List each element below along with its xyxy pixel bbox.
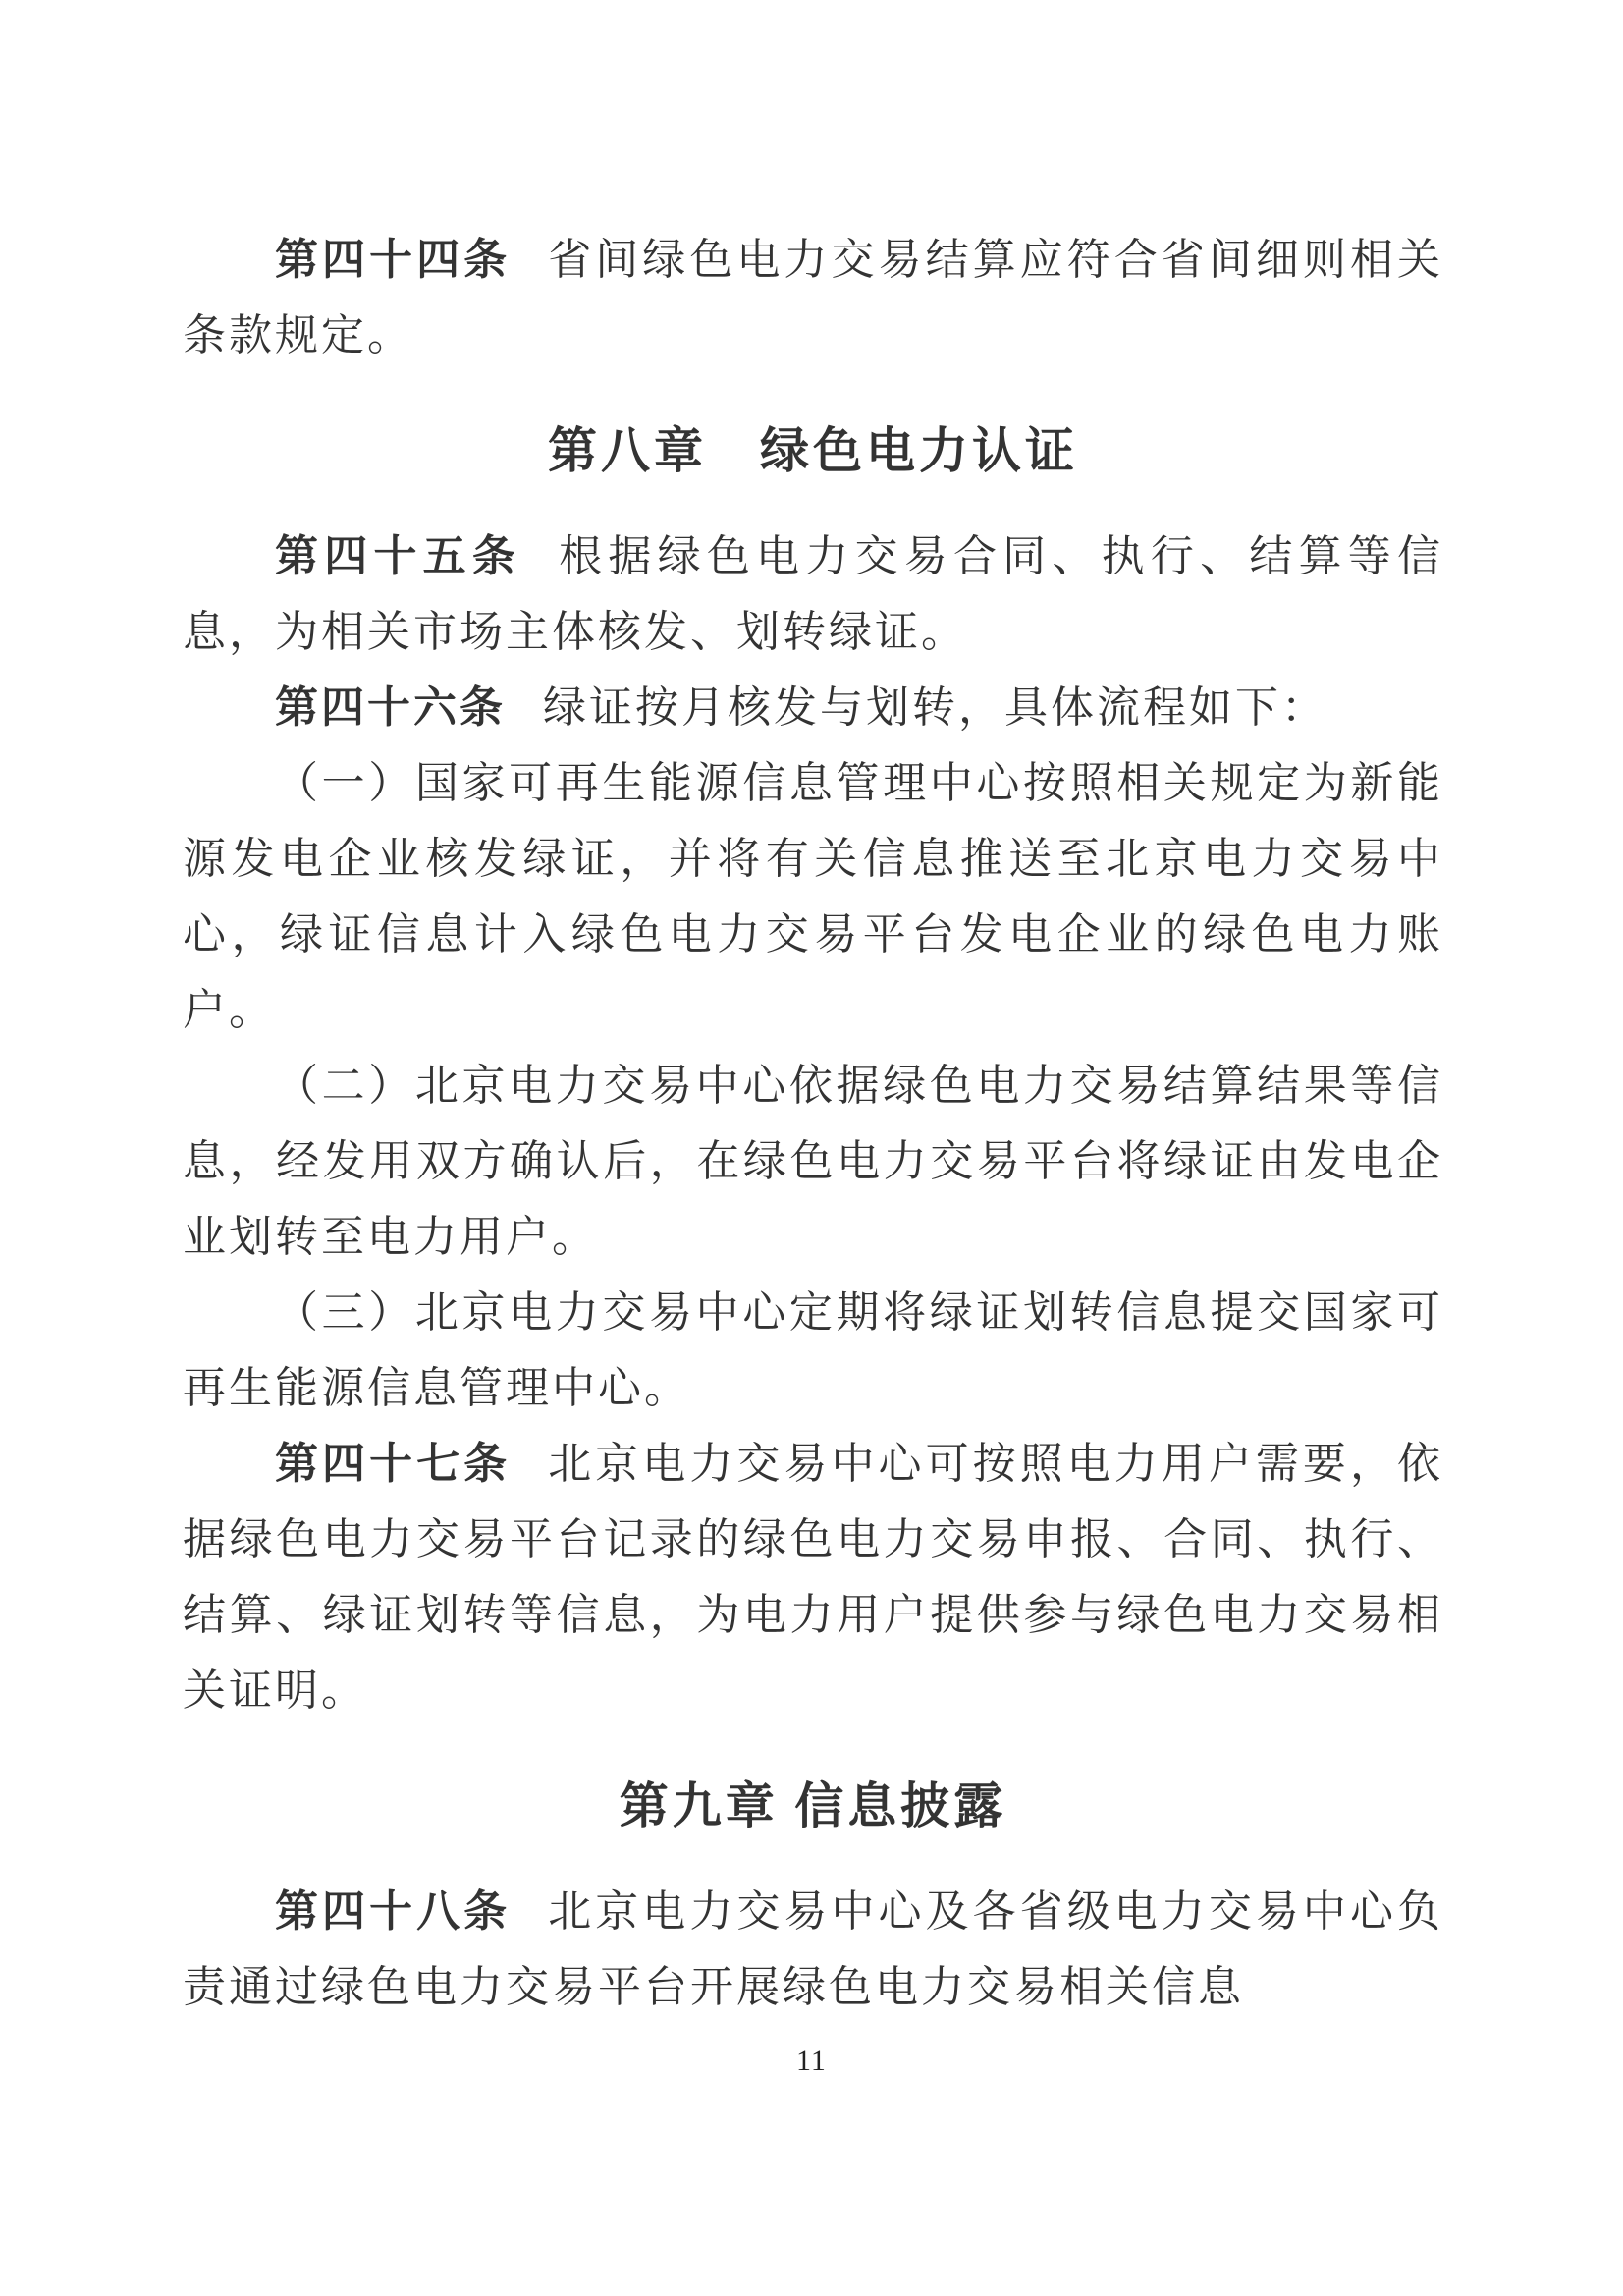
text-block [183, 222, 1443, 2025]
article-46-item-1 [183, 745, 1443, 1048]
article-46-item-1-text: （一）国家可再生能源信息管理中心按照相关规定为新能源发电企业核发绿证，并将有关信息推送至北京电力交易中心，绿证信息计入绿色电力交易平台发电企业的绿色电力账户。 [183, 759, 1443, 1034]
article-46-item-3-text: （三）北京电力交易中心定期将绿证划转信息提交国家可再生能源信息管理中心。 [183, 1288, 1443, 1412]
article-45-text: 根据绿色电力交易合同、执行、结算等信息，为相关市场主体核发、划转绿证。 [183, 532, 1444, 656]
article-48-paragraph [183, 1874, 1443, 2025]
article-48-number: 第四十八条 [275, 1887, 512, 1936]
article-44-number: 第四十四条 [275, 236, 512, 284]
article-46-number: 第四十六条 [275, 683, 506, 732]
article-47-text: 北京电力交易中心可按照电力用户需要，依据绿色电力交易平台记录的绿色电力交易申报、合同、执行、结算、绿证划转等信息，为电力用户提供参与绿色电力交易相关证明。 [183, 1440, 1443, 1715]
article-46-paragraph [183, 670, 1443, 745]
chapter-9-heading: 第九章 信息披露 [619, 1778, 1007, 1833]
article-46-item-3 [183, 1275, 1443, 1426]
article-44-text: 省间绿色电力交易结算应符合省间细则相关条款规定。 [183, 236, 1443, 359]
article-45-number: 第四十五条 [275, 532, 522, 580]
article-47-paragraph [183, 1426, 1443, 1728]
chapter-8-heading: 第八章 绿色电力认证 [548, 423, 1078, 478]
page-number: 11 [796, 2045, 827, 2077]
article-46-item-2-text: （二）北京电力交易中心依据绿色电力交易结算结果等信息，经发用双方确认后，在绿色电力交易平台将绿证由发电企业划转至电力用户。 [183, 1062, 1443, 1261]
article-46-text: 绿证按月核发与划转，具体流程如下： [543, 683, 1327, 732]
article-45-paragraph [183, 519, 1443, 670]
article-44-paragraph [183, 222, 1443, 373]
article-48-text: 北京电力交易中心及各省级电力交易中心负责通过绿色电力交易平台开展绿色电力交易相关信息 [183, 1887, 1443, 2011]
article-46-item-2 [183, 1048, 1443, 1275]
article-47-number: 第四十七条 [275, 1440, 512, 1488]
